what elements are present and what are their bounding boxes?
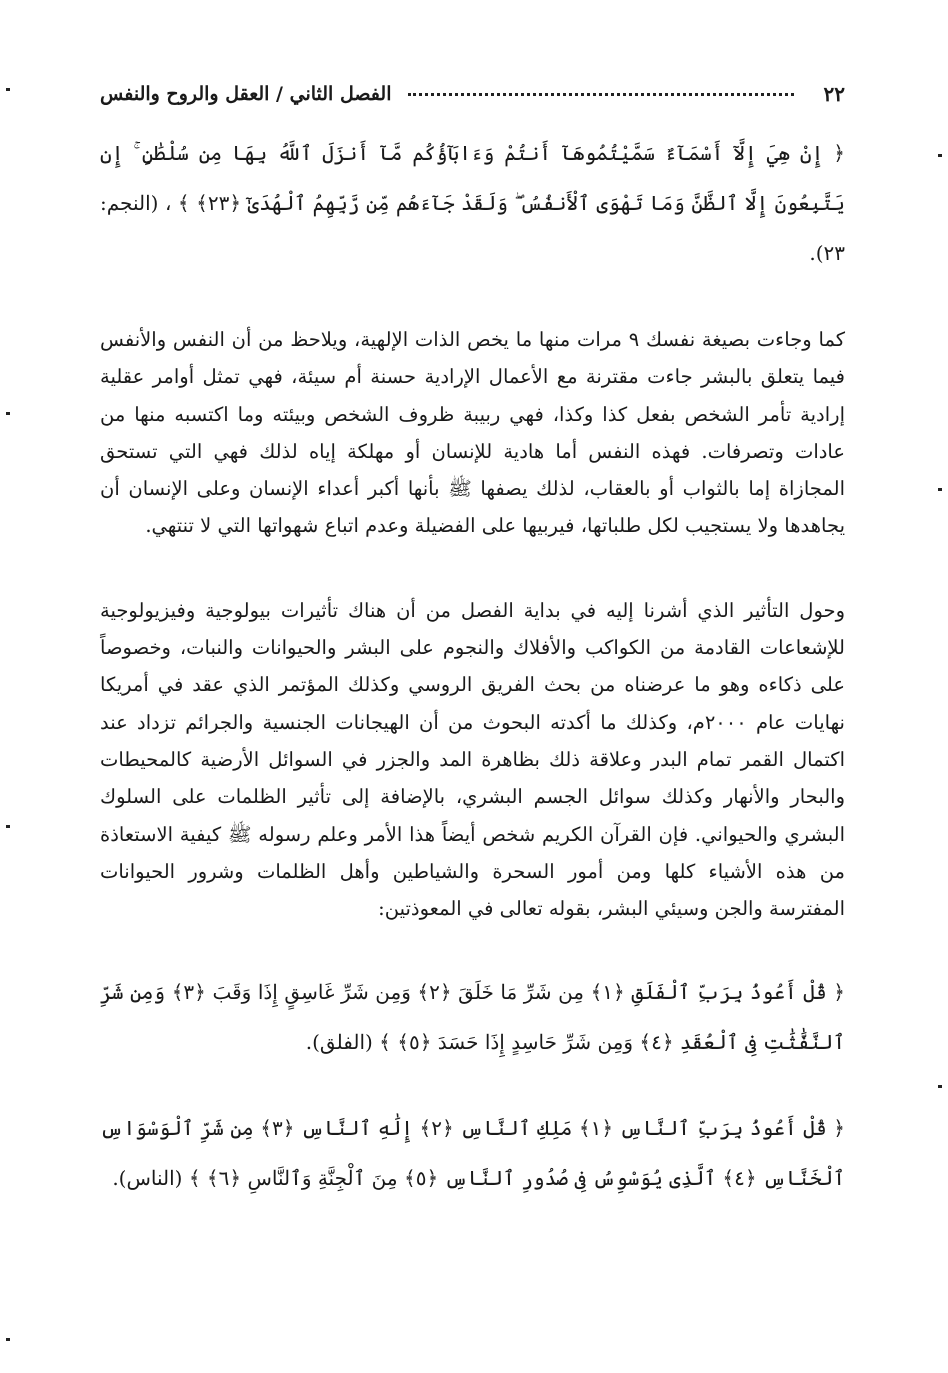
body-paragraph: وحول التأثير الذي أشرنا إليه في بداية الفصل من أن هناك تأثيرات بيولوجية وفيزيولوجية للإشعاعات القادمة من الكواكب والأفلاك والنجوم على البشر والحيوانات والنبات، وخصوصاً على ذكاءه وهو ما عرضناه من بحث الفريق الروسي وكذلك المؤتمر الذي عقد في أمريكا نهايات عام ٢٠٠٠م، وكذلك ما أكدته البحوث من أن الهيجانات الجنسية والجرائم تزداد عند اكتمال القمر تمام البدر وعلاقة ذلك بظاهرة المد والجزر في السوائل الأرضية كالمحيطات والبحار والأنهار وكذلك سوائل الجسم البشري، بالإضافة إلى تأثير الظلمات على السلوك البشري والحيواني. فإن القرآن الكريم شخص أيضاً هذا الأمر وعلم رسوله ﷺ كيفية الاستعاذة من هذه الأشياء كلها ومن أمور السحرة والشياطين وأهل الظلمات وشرور الحيوانات المفترسة والجن وسيئي البشر، بقوله تعالى في المعوذتين:: [100, 598, 845, 921]
scan-edge-mark: [6, 88, 10, 91]
quran-verse-nas: ﴿ قُلْ أَعُوذُ بِرَبِّ ٱلنَّاسِ ﴿١﴾ مَلِكِ ٱلنَّاسِ ﴿٢﴾ إِلَٰهِ ٱلنَّاسِ ﴿٣﴾ مِن شَرِّ ٱلْوَسْوَاسِ ٱلْخَنَّاسِ ﴿٤﴾ ٱلَّذِى يُوَسْوِسُ فِى صُدُورِ ٱلنَّاسِ ﴿٥﴾ مِنَ ٱلْجِنَّةِ وَٱلنَّاسِ ﴿٦﴾ ﴾ (الناس).: [100, 1116, 845, 1191]
scan-edge-mark: [938, 1085, 942, 1088]
scan-edge-mark: [6, 1338, 10, 1341]
chapter-title: الفصل الثاني / العقل والروح والنفس: [100, 83, 392, 105]
scan-edge-mark: [938, 488, 942, 491]
page-number: ٢٢: [823, 82, 845, 106]
quran-verse-falaq: ﴿ قُلْ أَعُوذُ بِرَبِّ ٱلْفَلَقِ ﴿١﴾ مِن شَرِّ مَا خَلَقَ ﴿٢﴾ وَمِن شَرِّ غَاسِقٍ إِذَا وَقَبَ ﴿٣﴾ وَمِن شَرِّ ٱلنَّفَّٰثَٰتِ فِى ٱلْعُقَدِ ﴿٤﴾ وَمِن شَرِّ حَاسِدٍ إِذَا حَسَدَ ﴿٥﴾ ﴾ (الفلق).: [100, 980, 846, 1055]
scan-edge-mark: [938, 154, 942, 157]
scan-edge-mark: [6, 412, 10, 415]
scan-edge-mark: [6, 825, 10, 828]
quran-verse-najm: ﴿ إِنْ هِيَ إِلَّآ أَسْمَآءٌ سَمَّيْتُمُوهَآ أَنتُمْ وَءَابَآؤُكُم مَّآ أَنزَلَ ٱللَّهُ بِهَا مِن سُلْطَٰنٍ ۚ إِن يَتَّبِعُونَ إِلَّا ٱلظَّنَّ وَمَا تَهْوَى ٱلْأَنفُسُ ۖ وَلَقَدْ جَآءَهُم مِّن رَّبِّهِمُ ٱلْهُدَىٰٓ ﴿٢٣﴾ ﴾ ، (النجم: ٢٣).: [100, 141, 845, 265]
running-header: [100, 76, 845, 112]
header-dotted-leader: [408, 93, 794, 96]
page-body: [100, 128, 845, 1203]
body-paragraph: كما وجاءت بصيغة نفسك ٩ مرات منها ما يخص الذات الإلهية، ويلاحظ من أن النفس والأنفس فيما يتعلق بالبشر جاءت مقترنة مع الأعمال الإرادية حسنة أم سيئة، فهي تمثل أوامر عقلية إرادية تأمر الشخص بفعل كذا وكذا، فهي ربيبة ظروف الشخص وبيئته وما اكتسبه منها من عادات وتصرفات. فهذه النفس أما هادية للإنسان أو مهلكة إياه لذلك فهي التي تستحق المجازاة إما بالثواب أو بالعقاب، لذلك يصفها ﷺ بأنها أكبر أعداء الإنسان وعلى الإنسان أن يجاهدها ولا يستجيب لكل طلباتها، فيربيها على الفضيلة وعدم اتباع شهواتها التي لا تنتهي.: [100, 328, 845, 538]
